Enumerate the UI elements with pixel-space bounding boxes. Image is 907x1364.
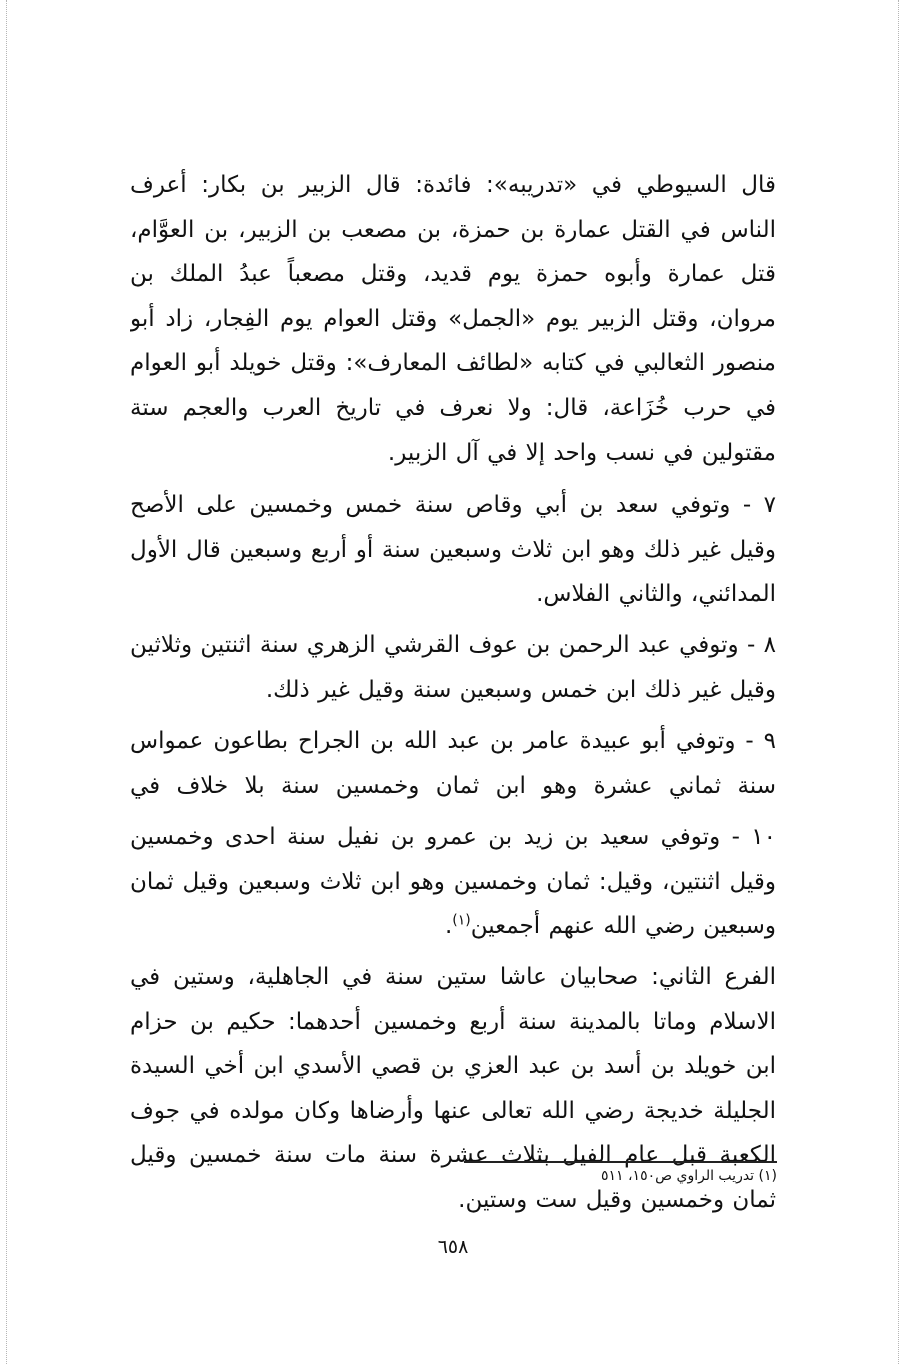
left-margin-dotted-rule xyxy=(6,0,7,1364)
paragraph-item-9: ٩ - وتوفي أبو عبيدة عامر بن عبد الله بن الجراح بطاعون عمواس سنة ثماني عشرة وهو ابن ثمان وخمسين سنة بلا خلاف في xyxy=(130,728,776,799)
page-body xyxy=(130,163,776,1219)
paragraph-item-7: ٧ - وتوفي سعد بن أبي وقاص سنة خمس وخمسين على الأصح وقيل غير ذلك وهو ابن ثلاث وسبعين سنة أو أربع وسبعين قال الأول المدائني، والثاني الفلاس. xyxy=(130,492,776,608)
paragraph-item-10-text: ١٠ - وتوفي سعيد بن زيد بن عمرو بن نفيل سنة احدى وخمسين وقيل اثنتين، وقيل: ثمان وخمسين وهو ابن ثلاث وسبعين وقيل ثمان وسبعين رضي الله عنهم أجمعين xyxy=(130,824,776,940)
paragraph-suyuti-note: قال السيوطي في «تدريبه»: فائدة: قال الزبير بن بكار: أعرف الناس في القتل عمارة بن حمزة، بن مصعب بن الزبير، بن العوَّام، قتل عمارة وأبوه حمزة يوم قديد، وقتل مصعباً عبدُ الملك بن مروان، وقتل الزبير يوم «الجمل» وقتل العوام يوم الفِجار، زاد أبو منصور الثعالبي في كتابه «لطائف المعارف»: وقتل خويلد أبو العوام في حرب خُزَاعة، قال: ولا نعرف في تاريخ العرب والعجم ستة مقتولين في نسب واحد إلا في آل الزبير. xyxy=(130,172,776,466)
right-margin-dotted-rule xyxy=(898,0,899,1364)
footnote-reference-marker: (١) xyxy=(452,912,471,929)
paragraph-second-branch: الفرع الثاني: صحابيان عاشا ستين سنة في الجاهلية، وستين في الاسلام وماتا بالمدينة سنة أربع وخمسين أحدهما: حكيم بن حزام ابن خويلد بن أسد بن عبد العزي بن قصي الأسدي ابن أخي السيدة الجليلة خديجة رضي الله تعالى عنها وأرضاها وكان مولده في جوف الكعبة قبل عام الفيل بثلاث عشرة سنة مات سنة خمسين وقيل ثمان وخمسين وقيل ست وستين. xyxy=(130,964,776,1213)
paragraph-item-10-period: . xyxy=(444,913,453,940)
page-number: ٦٥٨ xyxy=(437,1236,469,1258)
paragraph-item-8: ٨ - وتوفي عبد الرحمن بن عوف القرشي الزهري سنة اثنتين وثلاثين وقيل غير ذلك ابن خمس وسبعين سنة وقيل غير ذلك. xyxy=(130,632,776,703)
paragraph-item-10 xyxy=(130,815,776,947)
footnote-separator xyxy=(464,1161,777,1163)
footnote: (١) تدريب الراوي ص١٥٠، ٥١١ xyxy=(601,1168,777,1184)
